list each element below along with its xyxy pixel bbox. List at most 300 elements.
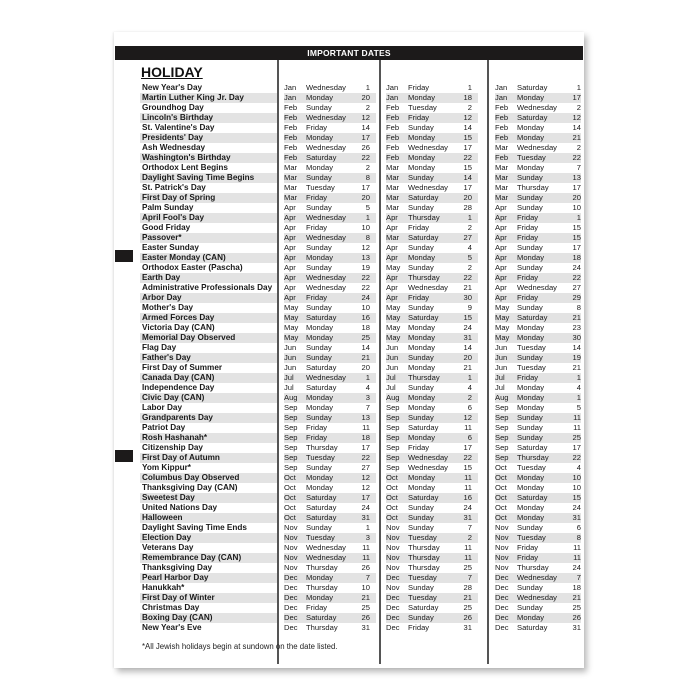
date-month: May xyxy=(386,303,401,312)
holiday-name: Memorial Day Observed xyxy=(142,333,236,342)
date-day-number: 22 xyxy=(572,273,581,282)
date-day-number: 11 xyxy=(362,553,370,562)
date-weekday: Monday xyxy=(408,333,436,342)
date-month: Nov xyxy=(284,533,298,542)
date-day-number: 22 xyxy=(463,273,472,282)
holiday-row xyxy=(114,243,584,253)
date-month: Apr xyxy=(386,273,398,282)
date-month: Dec xyxy=(495,593,509,602)
date-weekday: Saturday xyxy=(306,313,337,322)
date-weekday: Tuesday xyxy=(517,153,546,162)
date-day-number: 11 xyxy=(573,423,581,432)
holiday-row xyxy=(114,343,584,353)
date-weekday: Thursday xyxy=(408,273,440,282)
holiday-row xyxy=(114,303,584,313)
holiday-row xyxy=(114,133,584,143)
date-month: Jul xyxy=(284,383,294,392)
date-day-number: 11 xyxy=(464,553,472,562)
date-day-number: 7 xyxy=(467,573,472,582)
date-day-number: 1 xyxy=(467,373,472,382)
holiday-row xyxy=(114,353,584,363)
date-month: Oct xyxy=(386,513,398,522)
holiday-row xyxy=(114,403,584,413)
date-day-number: 15 xyxy=(463,133,472,142)
date-month: Jan xyxy=(284,83,297,92)
date-month: Mar xyxy=(495,143,509,152)
date-day-number: 8 xyxy=(365,173,370,182)
date-day-number: 2 xyxy=(576,103,581,112)
date-month: Oct xyxy=(495,513,507,522)
date-month: May xyxy=(495,333,510,342)
date-month: May xyxy=(386,333,401,342)
date-day-number: 17 xyxy=(361,183,370,192)
date-month: Nov xyxy=(386,553,400,562)
date-month: Sep xyxy=(495,423,509,432)
holiday-name: Administrative Professionals Day xyxy=(142,283,273,292)
holiday-name: Election Day xyxy=(142,533,192,542)
date-weekday: Sunday xyxy=(306,523,332,532)
date-month: Jul xyxy=(495,373,505,382)
date-month: Jun xyxy=(495,363,508,372)
date-weekday: Tuesday xyxy=(408,533,437,542)
date-weekday: Sunday xyxy=(306,263,332,272)
date-day-number: 14 xyxy=(463,343,472,352)
date-day-number: 12 xyxy=(572,113,581,122)
date-month: Apr xyxy=(386,213,398,222)
date-weekday: Wednesday xyxy=(306,283,346,292)
date-weekday: Monday xyxy=(408,483,436,492)
date-weekday: Sunday xyxy=(408,383,434,392)
date-weekday: Sunday xyxy=(408,503,434,512)
holiday-name: First Day of Winter xyxy=(142,593,215,602)
date-day-number: 20 xyxy=(361,363,370,372)
date-day-number: 31 xyxy=(572,513,581,522)
date-month: Oct xyxy=(386,483,398,492)
date-weekday: Wednesday xyxy=(517,573,557,582)
date-weekday: Wednesday xyxy=(408,453,448,462)
date-month: Jun xyxy=(495,353,508,362)
date-month: Feb xyxy=(386,113,400,122)
date-day-number: 15 xyxy=(463,463,472,472)
date-day-number: 21 xyxy=(463,363,472,372)
holiday-name: Orthodox Lent Begins xyxy=(142,163,228,172)
date-day-number: 4 xyxy=(576,463,581,472)
date-day-number: 26 xyxy=(572,613,581,622)
holiday-name: Orthodox Easter (Pascha) xyxy=(142,263,243,272)
date-day-number: 7 xyxy=(576,163,581,172)
date-weekday: Thursday xyxy=(306,563,338,572)
date-month: Apr xyxy=(284,213,296,222)
date-month: Dec xyxy=(284,603,298,612)
holiday-name: Patriot Day xyxy=(142,423,186,432)
holiday-name: Rosh Hashanah* xyxy=(142,433,208,442)
date-weekday: Sunday xyxy=(408,353,434,362)
date-month: Mar xyxy=(386,163,400,172)
date-weekday: Tuesday xyxy=(408,103,437,112)
date-weekday: Thursday xyxy=(517,183,549,192)
holiday-row xyxy=(114,263,584,273)
date-weekday: Friday xyxy=(517,273,539,282)
date-month: Sep xyxy=(386,463,400,472)
holiday-row xyxy=(114,113,584,123)
date-weekday: Monday xyxy=(517,123,545,132)
date-month: Apr xyxy=(495,253,507,262)
date-weekday: Sunday xyxy=(517,603,543,612)
date-month: Jan xyxy=(386,83,399,92)
date-month: Sep xyxy=(495,443,509,452)
date-month: Nov xyxy=(495,563,509,572)
date-weekday: Monday xyxy=(408,133,436,142)
holiday-name: New Year's Day xyxy=(142,83,203,92)
date-day-number: 12 xyxy=(463,413,472,422)
date-month: Aug xyxy=(284,393,298,402)
date-day-number: 31 xyxy=(361,623,370,632)
date-day-number: 14 xyxy=(463,173,472,182)
date-weekday: Saturday xyxy=(517,113,548,122)
date-day-number: 20 xyxy=(361,93,370,102)
date-month: Oct xyxy=(284,513,296,522)
date-weekday: Monday xyxy=(408,93,436,102)
date-day-number: 30 xyxy=(572,333,581,342)
date-day-number: 14 xyxy=(572,123,581,132)
holiday-row xyxy=(114,153,584,163)
date-month: Mar xyxy=(386,233,400,242)
date-day-number: 18 xyxy=(572,253,581,262)
date-day-number: 1 xyxy=(365,83,370,92)
date-weekday: Sunday xyxy=(306,463,332,472)
date-month: Nov xyxy=(495,553,509,562)
date-month: Sep xyxy=(284,463,298,472)
holiday-row xyxy=(114,333,584,343)
date-month: Mar xyxy=(386,203,400,212)
date-month: Apr xyxy=(495,263,507,272)
date-month: Sep xyxy=(284,423,298,432)
date-day-number: 26 xyxy=(361,143,370,152)
date-day-number: 24 xyxy=(361,293,370,302)
date-month: Aug xyxy=(495,393,509,402)
date-weekday: Thursday xyxy=(517,563,549,572)
date-weekday: Monday xyxy=(408,163,436,172)
date-day-number: 12 xyxy=(361,113,370,122)
holiday-row xyxy=(114,233,584,243)
date-day-number: 17 xyxy=(463,183,472,192)
holiday-row xyxy=(114,163,584,173)
holiday-row xyxy=(114,393,584,403)
date-month: May xyxy=(284,303,299,312)
date-day-number: 17 xyxy=(463,143,472,152)
holiday-row xyxy=(114,483,584,493)
date-weekday: Saturday xyxy=(408,233,439,242)
date-day-number: 20 xyxy=(463,193,472,202)
date-month: Nov xyxy=(386,563,400,572)
date-month: Feb xyxy=(386,153,400,162)
date-month: Nov xyxy=(284,523,298,532)
date-weekday: Tuesday xyxy=(517,463,546,472)
holiday-name: Earth Day xyxy=(142,273,181,282)
date-day-number: 5 xyxy=(576,403,581,412)
holiday-heading: HOLIDAY xyxy=(141,64,203,80)
date-day-number: 8 xyxy=(576,533,581,542)
holiday-name: Veterans Day xyxy=(142,543,194,552)
date-weekday: Sunday xyxy=(306,243,332,252)
date-day-number: 2 xyxy=(467,533,472,542)
date-weekday: Sunday xyxy=(517,583,543,592)
date-weekday: Monday xyxy=(517,393,545,402)
date-weekday: Thursday xyxy=(408,543,440,552)
holiday-row xyxy=(114,423,584,433)
date-weekday: Sunday xyxy=(408,523,434,532)
date-month: Dec xyxy=(386,603,400,612)
date-weekday: Friday xyxy=(408,623,430,632)
date-day-number: 21 xyxy=(572,133,581,142)
date-weekday: Monday xyxy=(517,333,545,342)
date-month: Apr xyxy=(386,243,398,252)
holiday-name: Columbus Day Observed xyxy=(142,473,240,482)
date-month: Jan xyxy=(495,93,508,102)
date-day-number: 7 xyxy=(467,523,472,532)
date-month: Dec xyxy=(386,573,400,582)
holiday-row xyxy=(114,203,584,213)
date-day-number: 9 xyxy=(467,303,472,312)
date-weekday: Sunday xyxy=(517,303,543,312)
date-month: Dec xyxy=(495,603,509,612)
date-weekday: Monday xyxy=(517,503,545,512)
date-month: Dec xyxy=(284,623,298,632)
date-month: Apr xyxy=(495,213,507,222)
date-day-number: 11 xyxy=(362,543,370,552)
holiday-row xyxy=(114,563,584,573)
date-day-number: 11 xyxy=(362,423,370,432)
date-weekday: Thursday xyxy=(306,443,338,452)
date-weekday: Wednesday xyxy=(517,283,557,292)
date-day-number: 14 xyxy=(572,343,581,352)
date-weekday: Monday xyxy=(517,253,545,262)
date-month: Apr xyxy=(386,293,398,302)
date-month: Dec xyxy=(284,613,298,622)
date-day-number: 22 xyxy=(361,273,370,282)
date-month: Jun xyxy=(284,343,297,352)
holiday-name: Washington's Birthday xyxy=(142,153,231,162)
date-weekday: Friday xyxy=(517,223,539,232)
date-month: Dec xyxy=(386,623,400,632)
date-month: May xyxy=(386,323,401,332)
date-day-number: 15 xyxy=(463,163,472,172)
holiday-name: United Nations Day xyxy=(142,503,218,512)
date-month: Oct xyxy=(284,503,296,512)
date-month: Sep xyxy=(284,403,298,412)
date-weekday: Saturday xyxy=(408,423,439,432)
date-day-number: 18 xyxy=(463,93,472,102)
date-month: Sep xyxy=(495,433,509,442)
date-month: Jun xyxy=(495,343,508,352)
date-weekday: Monday xyxy=(517,323,545,332)
holiday-row xyxy=(114,503,584,513)
date-month: Mar xyxy=(495,183,509,192)
date-month: May xyxy=(495,323,510,332)
date-month: Nov xyxy=(386,533,400,542)
date-weekday: Wednesday xyxy=(408,463,448,472)
date-day-number: 18 xyxy=(361,433,370,442)
date-month: Sep xyxy=(495,403,509,412)
date-day-number: 25 xyxy=(572,603,581,612)
date-weekday: Sunday xyxy=(306,343,332,352)
date-weekday: Monday xyxy=(306,133,334,142)
column-divider xyxy=(379,60,381,664)
date-weekday: Monday xyxy=(306,473,334,482)
date-weekday: Sunday xyxy=(306,303,332,312)
date-weekday: Saturday xyxy=(306,613,337,622)
holiday-row xyxy=(114,623,584,633)
holiday-name: Grandparents Day xyxy=(142,413,213,422)
date-weekday: Sunday xyxy=(408,583,434,592)
date-day-number: 24 xyxy=(463,323,472,332)
date-weekday: Monday xyxy=(408,473,436,482)
date-month: Jan xyxy=(386,93,399,102)
date-month: Oct xyxy=(386,473,398,482)
date-month: Mar xyxy=(284,163,298,172)
date-weekday: Friday xyxy=(517,373,539,382)
date-weekday: Wednesday xyxy=(306,213,346,222)
date-day-number: 12 xyxy=(463,113,472,122)
holiday-row xyxy=(114,223,584,233)
date-day-number: 3 xyxy=(365,393,370,402)
date-weekday: Monday xyxy=(408,253,436,262)
date-weekday: Thursday xyxy=(517,453,549,462)
holiday-name: Arbor Day xyxy=(142,293,182,302)
date-month: Apr xyxy=(495,283,507,292)
date-weekday: Tuesday xyxy=(408,593,437,602)
date-month: Feb xyxy=(284,153,298,162)
date-weekday: Friday xyxy=(408,83,430,92)
date-day-number: 11 xyxy=(573,413,581,422)
date-day-number: 22 xyxy=(463,153,472,162)
date-day-number: 28 xyxy=(463,583,472,592)
date-weekday: Friday xyxy=(408,223,430,232)
date-day-number: 15 xyxy=(572,233,581,242)
holiday-name: Christmas Day xyxy=(142,603,200,612)
date-day-number: 10 xyxy=(572,203,581,212)
date-day-number: 31 xyxy=(361,513,370,522)
date-day-number: 24 xyxy=(463,503,472,512)
date-weekday: Sunday xyxy=(517,173,543,182)
holiday-row xyxy=(114,493,584,503)
date-month: Apr xyxy=(495,203,507,212)
date-weekday: Monday xyxy=(306,323,334,332)
date-day-number: 31 xyxy=(463,513,472,522)
date-weekday: Friday xyxy=(306,123,328,132)
date-weekday: Wednesday xyxy=(408,283,448,292)
holiday-name: Easter Sunday xyxy=(142,243,199,252)
date-day-number: 24 xyxy=(361,503,370,512)
holiday-name: Lincoln's Birthday xyxy=(142,113,214,122)
date-weekday: Sunday xyxy=(517,433,543,442)
date-day-number: 4 xyxy=(467,383,472,392)
date-day-number: 27 xyxy=(572,283,581,292)
holiday-name: Halloween xyxy=(142,513,183,522)
date-day-number: 17 xyxy=(463,443,472,452)
date-day-number: 18 xyxy=(572,583,581,592)
date-weekday: Sunday xyxy=(517,413,543,422)
date-weekday: Monday xyxy=(306,403,334,412)
date-day-number: 31 xyxy=(463,623,472,632)
date-weekday: Saturday xyxy=(408,493,439,502)
date-weekday: Friday xyxy=(517,233,539,242)
holiday-row xyxy=(114,413,584,423)
date-weekday: Monday xyxy=(306,93,334,102)
holiday-name: Groundhog Day xyxy=(142,103,204,112)
date-day-number: 14 xyxy=(361,343,370,352)
date-weekday: Monday xyxy=(517,383,545,392)
date-month: Sep xyxy=(284,413,298,422)
date-weekday: Saturday xyxy=(306,383,337,392)
date-month: Feb xyxy=(495,103,509,112)
date-month: Feb xyxy=(386,103,400,112)
date-weekday: Sunday xyxy=(408,173,434,182)
date-month: Feb xyxy=(386,133,400,142)
date-month: Sep xyxy=(386,433,400,442)
date-weekday: Wednesday xyxy=(306,233,346,242)
date-day-number: 2 xyxy=(365,163,370,172)
date-weekday: Monday xyxy=(517,403,545,412)
holiday-row xyxy=(114,253,584,263)
date-month: May xyxy=(386,263,401,272)
holiday-row xyxy=(114,173,584,183)
date-weekday: Sunday xyxy=(517,353,543,362)
date-month: Oct xyxy=(284,473,296,482)
date-weekday: Sunday xyxy=(517,193,543,202)
date-month: Mar xyxy=(495,193,509,202)
date-day-number: 10 xyxy=(361,303,370,312)
date-month: Aug xyxy=(386,393,400,402)
date-day-number: 25 xyxy=(361,603,370,612)
date-month: Nov xyxy=(495,543,509,552)
date-day-number: 17 xyxy=(361,493,370,502)
holiday-row xyxy=(114,513,584,523)
date-day-number: 18 xyxy=(361,323,370,332)
date-month: Sep xyxy=(386,403,400,412)
date-month: May xyxy=(284,333,299,342)
date-weekday: Monday xyxy=(306,253,334,262)
date-day-number: 26 xyxy=(463,613,472,622)
date-day-number: 13 xyxy=(572,173,581,182)
date-month: Dec xyxy=(495,613,509,622)
date-month: Dec xyxy=(284,593,298,602)
date-month: Jul xyxy=(495,383,505,392)
date-day-number: 6 xyxy=(467,433,472,442)
date-day-number: 21 xyxy=(572,363,581,372)
date-month: Feb xyxy=(495,113,509,122)
holiday-name: St. Patrick's Day xyxy=(142,183,206,192)
date-weekday: Monday xyxy=(517,133,545,142)
date-day-number: 19 xyxy=(361,263,370,272)
holiday-name: Ash Wednesday xyxy=(142,143,206,152)
holiday-name: Easter Monday (CAN) xyxy=(142,253,226,262)
date-month: Dec xyxy=(386,613,400,622)
date-day-number: 16 xyxy=(361,313,370,322)
date-day-number: 22 xyxy=(572,153,581,162)
holiday-name: Thanksgiving Day xyxy=(142,563,213,572)
date-day-number: 23 xyxy=(572,323,581,332)
date-weekday: Monday xyxy=(517,93,545,102)
date-month: Nov xyxy=(386,543,400,552)
date-month: Oct xyxy=(386,493,398,502)
date-month: Jun xyxy=(386,363,399,372)
date-weekday: Friday xyxy=(306,423,328,432)
holiday-name: Yom Kippur* xyxy=(142,463,191,472)
date-day-number: 11 xyxy=(573,543,581,552)
date-weekday: Monday xyxy=(306,333,334,342)
date-month: Mar xyxy=(386,183,400,192)
